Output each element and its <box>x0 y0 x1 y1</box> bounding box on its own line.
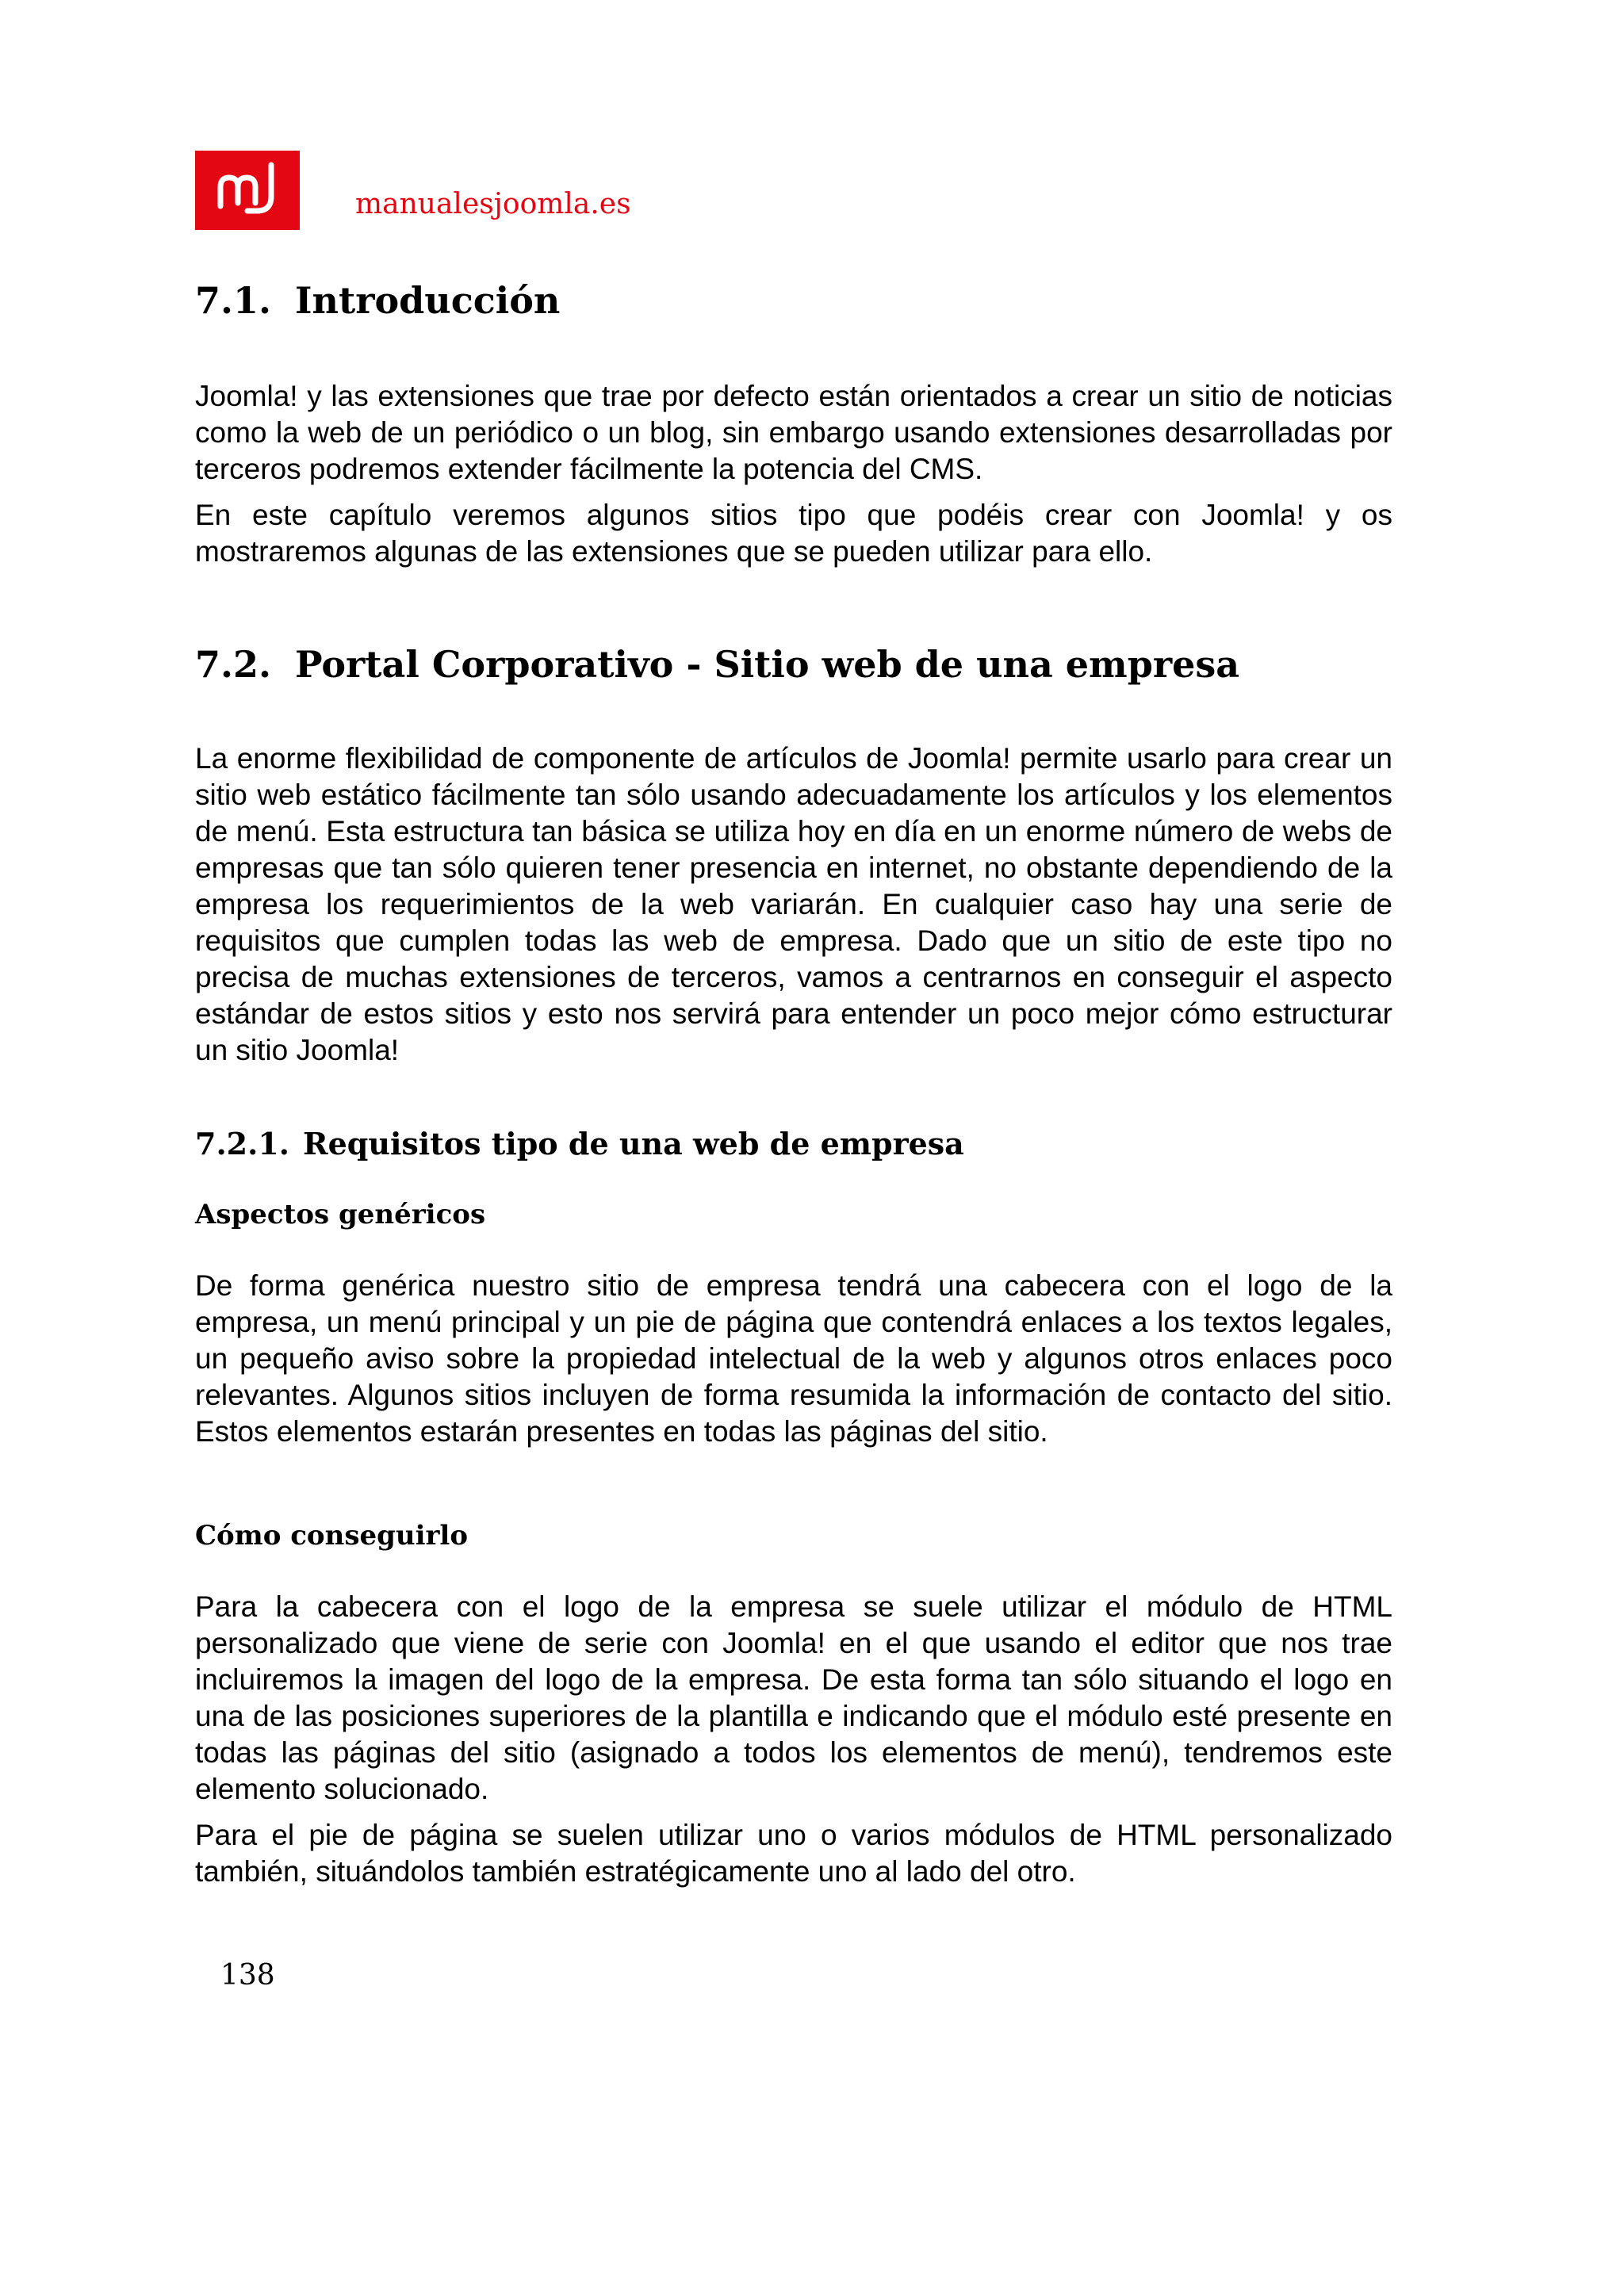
heading-number: 7.1. <box>195 279 272 322</box>
heading-7-2-1 <box>195 1126 1392 1162</box>
paragraph: La enorme flexibilidad de componente de artículos de Joomla! permite usarlo para crear un sitio web estático fácilmente tan sólo usando adecuadamente los artículos y los elementos de menú. Esta estructura tan básica se utiliza hoy en día en un enorme número de webs de empresas que tan sólo quieren tener presencia en internet, no obstante dependiendo de la empresa los requerimientos de la web variarán. En cualquier caso hay una serie de requisitos que cumplen todas las web de empresa. Dado que un sitio de este tipo no precisa de muchas extensiones de terceros, vamos a centrarnos en conseguir el aspecto estándar de estos sitios y esto nos servirá para entender un poco mejor cómo estructurar un sitio Joomla! <box>195 742 1392 1067</box>
mj-logo-icon <box>195 151 300 230</box>
heading-number: 7.2. <box>195 643 272 687</box>
heading-number: 7.2.1. <box>195 1126 290 1162</box>
heading-title: Portal Corporativo - Sitio web de una empresa <box>295 643 1240 687</box>
heading-7-1 <box>195 279 1392 323</box>
subheading-aspectos: Aspectos genéricos <box>195 1198 486 1230</box>
heading-7-2 <box>195 643 1392 687</box>
subheading-como: Cómo conseguirlo <box>195 1519 469 1552</box>
mj-logo-glyph <box>195 151 300 230</box>
heading-title: Requisitos tipo de una web de empresa <box>303 1126 964 1162</box>
paragraph: De forma genérica nuestro sitio de empresa tendrá una cabecera con el logo de la empresa, un menú principal y un pie de página que contendrá enlaces a los textos legales, un pequeño aviso sobre la propiedad intelectual de la web y algunos otros enlaces poco relevantes. Algunos sitios incluyen de forma resumida la información de contacto del sitio. Estos elementos estarán presentes en todas las páginas del sitio. <box>195 1269 1392 1448</box>
site-name[interactable]: manualesjoomla.es <box>355 188 631 220</box>
paragraph: Joomla! y las extensiones que trae por defecto están orientados a crear un sitio de noticias como la web de un periódico o un blog, sin embargo usando extensiones desarrolladas por terceros podremos extender fácilmente la potencia del CMS. <box>195 380 1392 486</box>
paragraph: Para el pie de página se suelen utilizar uno o varios módulos de HTML personalizado también, situándolos también estratégicamente uno al lado del otro. <box>195 1818 1392 1888</box>
heading-title: Introducción <box>295 279 561 322</box>
page-number: 138 <box>220 1959 275 1992</box>
content-column <box>195 279 1392 1890</box>
paragraph: Para la cabecera con el logo de la empresa se suele utilizar el módulo de HTML personalizado que viene de serie con Joomla! en el que usando el editor que nos trae incluiremos la imagen del logo de la empresa. De esta forma tan sólo situando el logo en una de las posiciones superiores de la plantilla e indicando que el módulo esté presente en todas las páginas del sitio (asignado a todos los elementos de menú), tendremos este elemento solucionado. <box>195 1590 1392 1805</box>
paragraph: En este capítulo veremos algunos sitios tipo que podéis crear con Joomla! y os mostraremos algunas de las extensiones que se pueden utilizar para ello. <box>195 499 1392 568</box>
